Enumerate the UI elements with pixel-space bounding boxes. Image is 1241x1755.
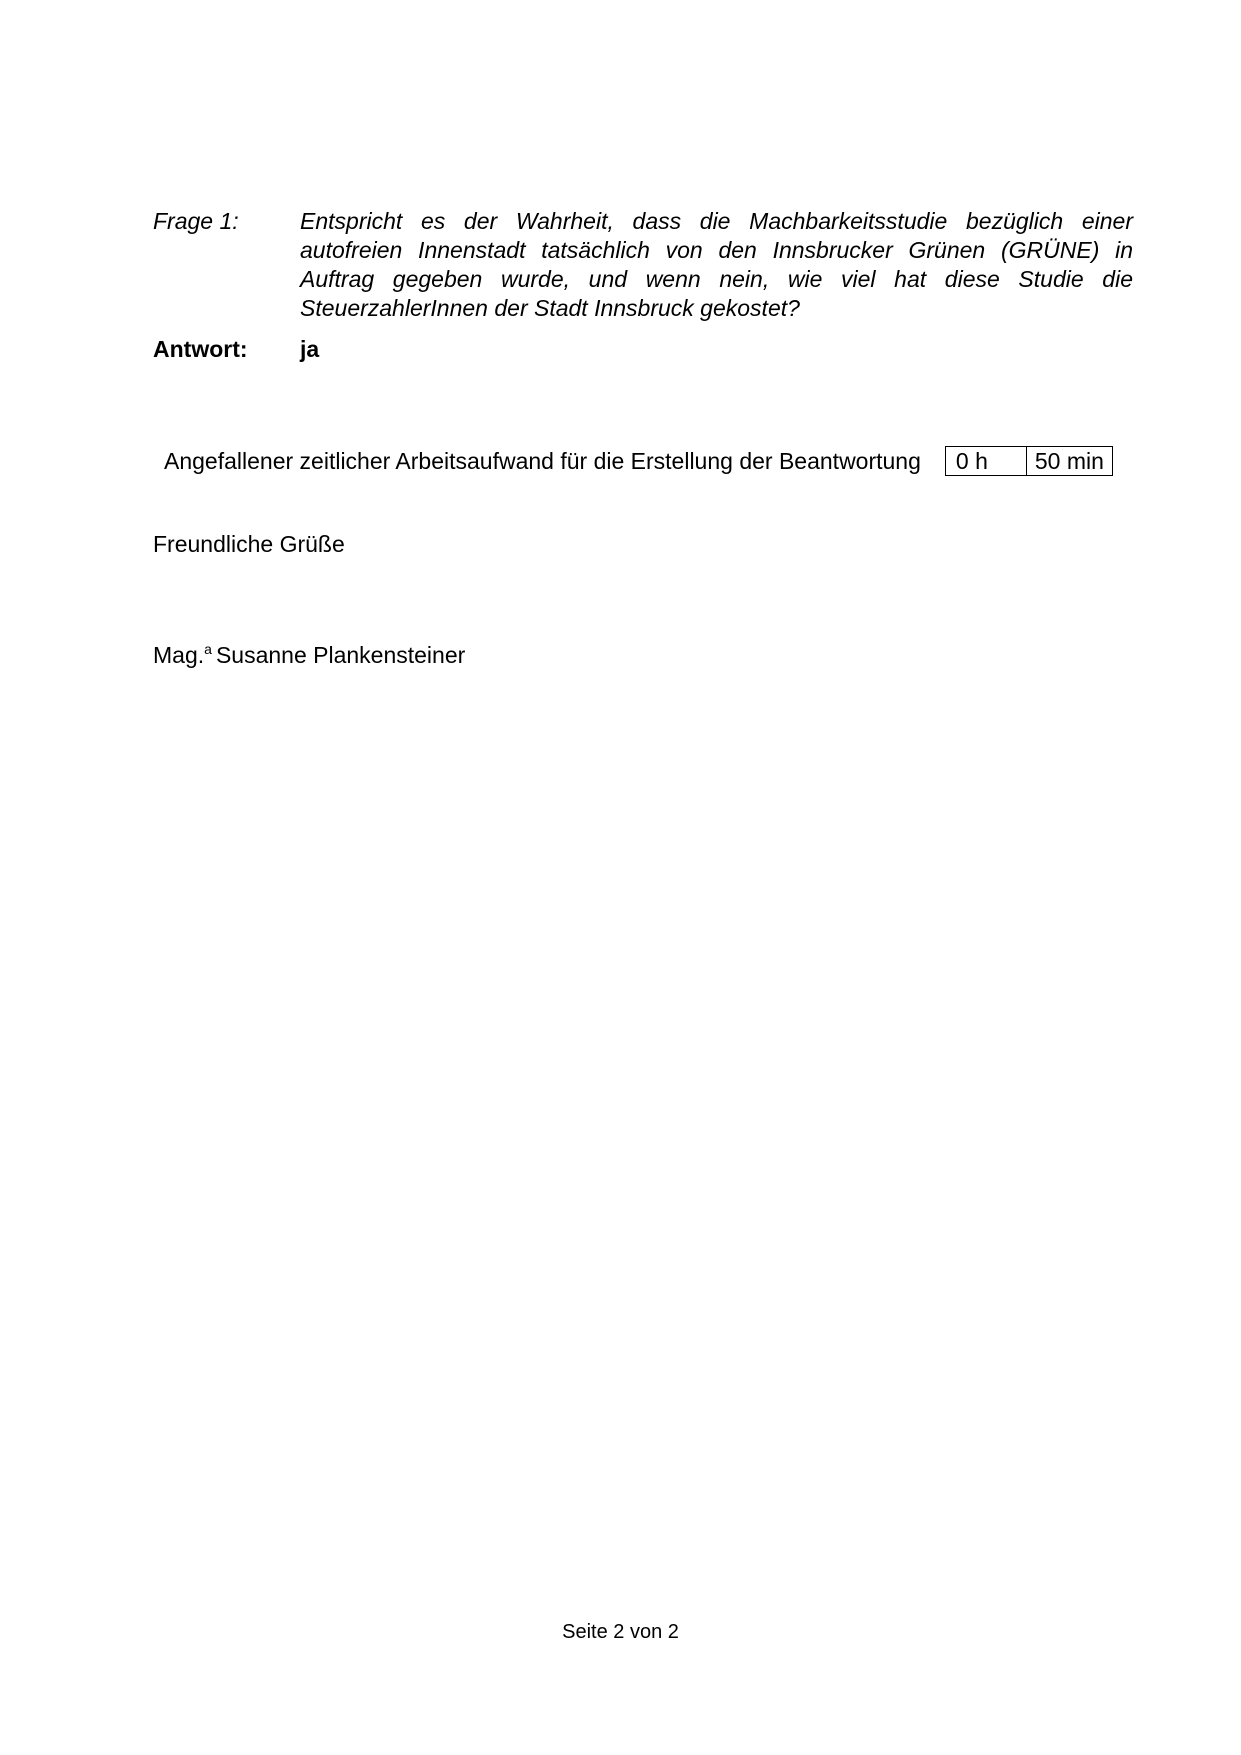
signature-title: Mag. [153,642,205,668]
effort-table [945,446,1113,476]
answer-label: Antwort: [153,336,248,362]
question-label: Frage 1: [153,208,239,234]
signature-name: Susanne Plankensteiner [215,642,466,668]
question-text: Entspricht es der Wahrheit, dass die Machbarkeitsstudie bezüglich einer autofreien Innenstadt tatsächlich von den Innsbrucker Grünen (GRÜNE) in Auftrag gegeben wurde, und wenn nein, wie viel hat diese Studie die SteuerzahlerInnen der Stadt Innsbruck gekostet? [300,208,1133,321]
signature-name-line [153,641,465,670]
signature-title-superscript: a [204,641,212,658]
closing-greeting: Freundliche Grüße [153,531,345,557]
effort-minutes: 50 min [1034,448,1104,474]
effort-row [164,446,1113,476]
question-block [153,207,1133,323]
page-number-footer: Seite 2 von 2 [562,1621,679,1643]
effort-hours: 0 h [946,447,1027,475]
answer-text: ja [300,336,320,362]
effort-label: Angefallener zeitlicher Arbeitsaufwand für die Erstellung der Beantwortung [164,447,921,474]
answer-block [153,335,1133,364]
